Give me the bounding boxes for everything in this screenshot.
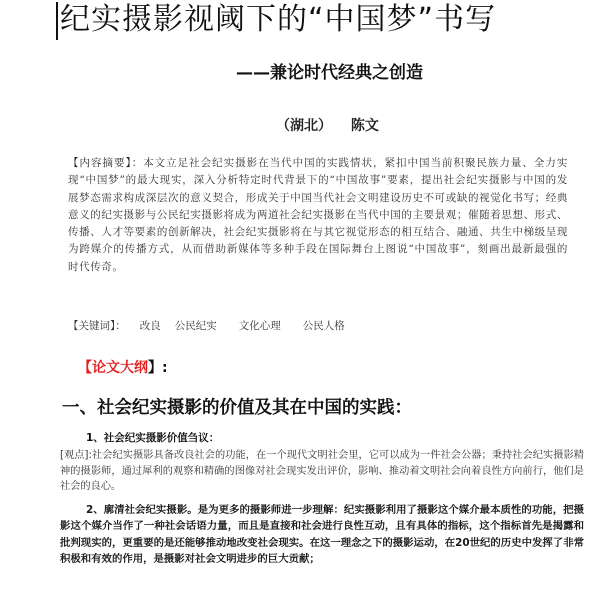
keyword-item: 文化心理 bbox=[238, 320, 281, 332]
outline-bracket-close: 】: bbox=[148, 360, 168, 376]
keywords-label: 【关键词】： bbox=[68, 320, 126, 332]
subsection-1-heading: 1、社会纪实摄影价值刍议： bbox=[86, 432, 220, 444]
subsection-1-text: [观点]:社会纪实摄影具备改良社会的功能，在一个现代文明社会里，它可以成为一件社会公器；秉持社会纪实摄影精神的摄影师，通过犀利的观察和精确的图像对社会现实发出评价，影响、推动着文明社会向着良性方向前行，他们是社会的良心。 bbox=[60, 450, 584, 492]
abstract-label: 【内容摘要】 bbox=[68, 157, 132, 169]
subsection-2-text: 是为更多的摄影师进一步理解：纪实摄影利用了摄影这个媒介最本质性的功能，把摄影这个媒介当作了一种社会话语力量，而且是直接和社会进行良性互动，且有具体的指标，这个指标首先是揭露和批判现实的，更重要的是还能够推动地改变社会现实。在这一理念之下的摄影运动，在20世纪的历史中发挥了非常积极和有效的作用，是摄影对社会文明进步的巨大贡献； bbox=[60, 504, 584, 565]
keyword-item: 公民人格 bbox=[302, 320, 345, 332]
author-line: （湖北） 陈文 bbox=[276, 118, 379, 134]
text-cursor bbox=[56, 2, 58, 40]
keywords-line bbox=[68, 318, 345, 333]
keyword-item: 改良 bbox=[139, 320, 161, 332]
document-title: 纪实摄影视阈下的“中国梦”书写 bbox=[60, 2, 497, 37]
keyword-item: 公民纪实 bbox=[174, 320, 217, 332]
subsection-2-paragraph bbox=[60, 502, 584, 567]
document-subtitle: ——兼论时代经典之创造 bbox=[236, 63, 423, 83]
abstract-paragraph bbox=[68, 155, 568, 276]
outline-bracket-open: 【 bbox=[78, 360, 92, 376]
abstract-text: ：本文立足社会纪实摄影在当代中国的实践情状，紧扣中国当前积聚民族力量、全力实现“中国梦”的最大现实，深入分析特定时代背景下的“中国故事”要素，提出社会纪实摄影与中国的发展梦态需求构成深层次的意义契合，形成关于中国当代社会文明建设历史不可或缺的视觉化书写；经典意义的纪实摄影与公民纪实摄影将成为两道社会纪实摄影在当代中国的主要景观；催随着思想、形式、传播、人才等要素的创新解决，社会纪实摄影将在与其它视觉形态的相互结合、融通、共生中梯级呈现为跨媒介的传播方式，从而借助新媒体等多种手段在国际舞台上图说“中国故事”，刻画出最新最强的时代传奇。 bbox=[68, 157, 568, 273]
section-1-heading: 一、社会纪实摄影的价值及其在中国的实践： bbox=[62, 398, 412, 418]
outline-heading bbox=[78, 357, 168, 377]
subsection-2-heading: 2、廓清社会纪实摄影。 bbox=[86, 504, 198, 516]
outline-label: 论文大纲 bbox=[92, 360, 148, 376]
